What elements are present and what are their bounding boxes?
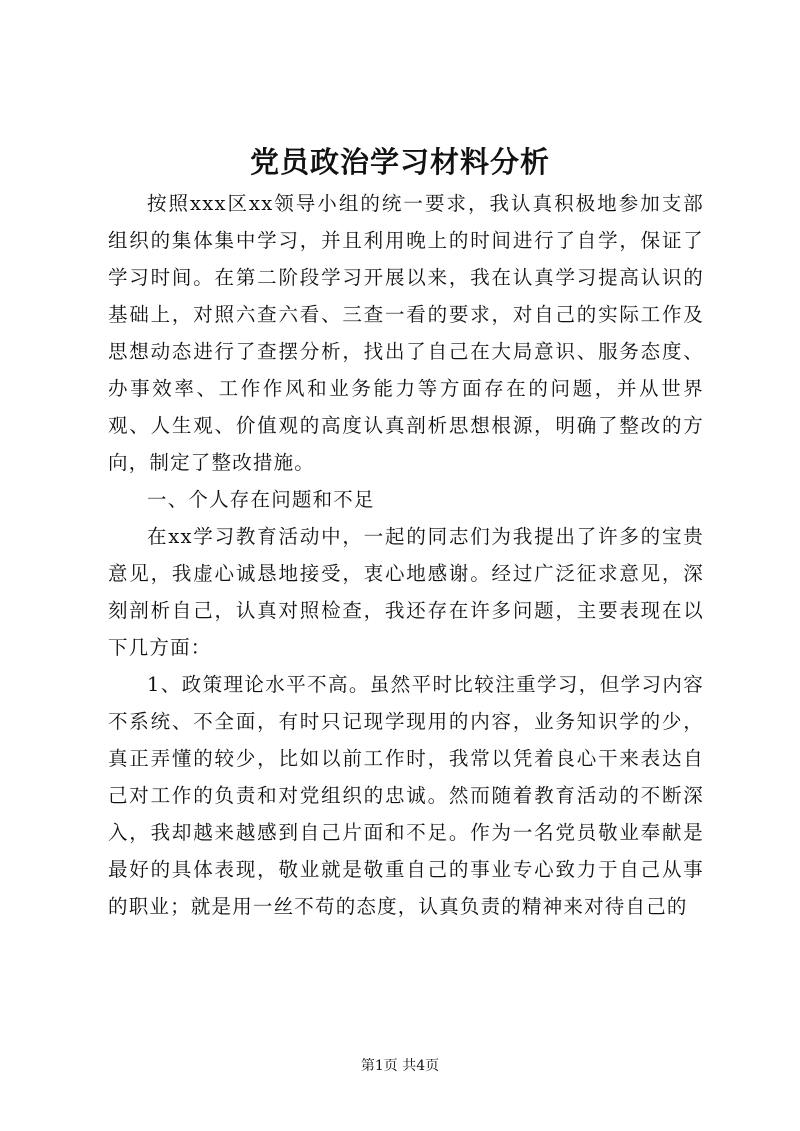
document-body <box>108 185 704 925</box>
section-heading: 一、个人存在问题和不足 <box>147 488 375 511</box>
intro-paragraph: 按照xxx区xx领导小组的统一要求，我认真积极地参加支部组织的集体集中学习，并且利用晚上的时间进行了自学，保证了学习时间。在第二阶段学习开展以来，我在认真学习提高认识的基础上，对照六查六看、三查一看的要求，对自己的实际工作及思想动态进行了查摆分析，找出了自己在大局意识、服务态度、办事效率、工作作风和业务能力等方面存在的问题，并从世界观、人生观、价值观的高度认真剖析思想根源，明确了整改的方向，制定了整改措施。 <box>108 192 704 474</box>
issues-intro-paragraph: 在xx学习教育活动中，一起的同志们为我提出了许多的宝贵意见，我虚心诚恳地接受，衷心地感谢。经过广泛征求意见，深刻剖析自己，认真对照检查，我还存在许多问题，主要表现在以下几方面： <box>108 525 704 659</box>
page-number: 第1页 共4页 <box>360 1058 440 1074</box>
page-title: 党员政治学习材料分析 <box>249 145 550 179</box>
issue-1-paragraph: 1、政策理论水平不高。虽然平时比较注重学习，但学习内容不系统、不全面，有时只记现学现用的内容，业务知识学的少，真正弄懂的较少，比如以前工作时，我常以凭着良心干来表达自己对工作的负责和对党组织的忠诚。然而随着教育活动的不断深入，我却越来越感到自己片面和不足。作为一名党员敬业奉献是最好的具体表现，敬业就是敬重自己的事业专心致力于自己从事的职业；就是用一丝不苟的态度，认真负责的精神来对待自己的 <box>108 673 704 918</box>
